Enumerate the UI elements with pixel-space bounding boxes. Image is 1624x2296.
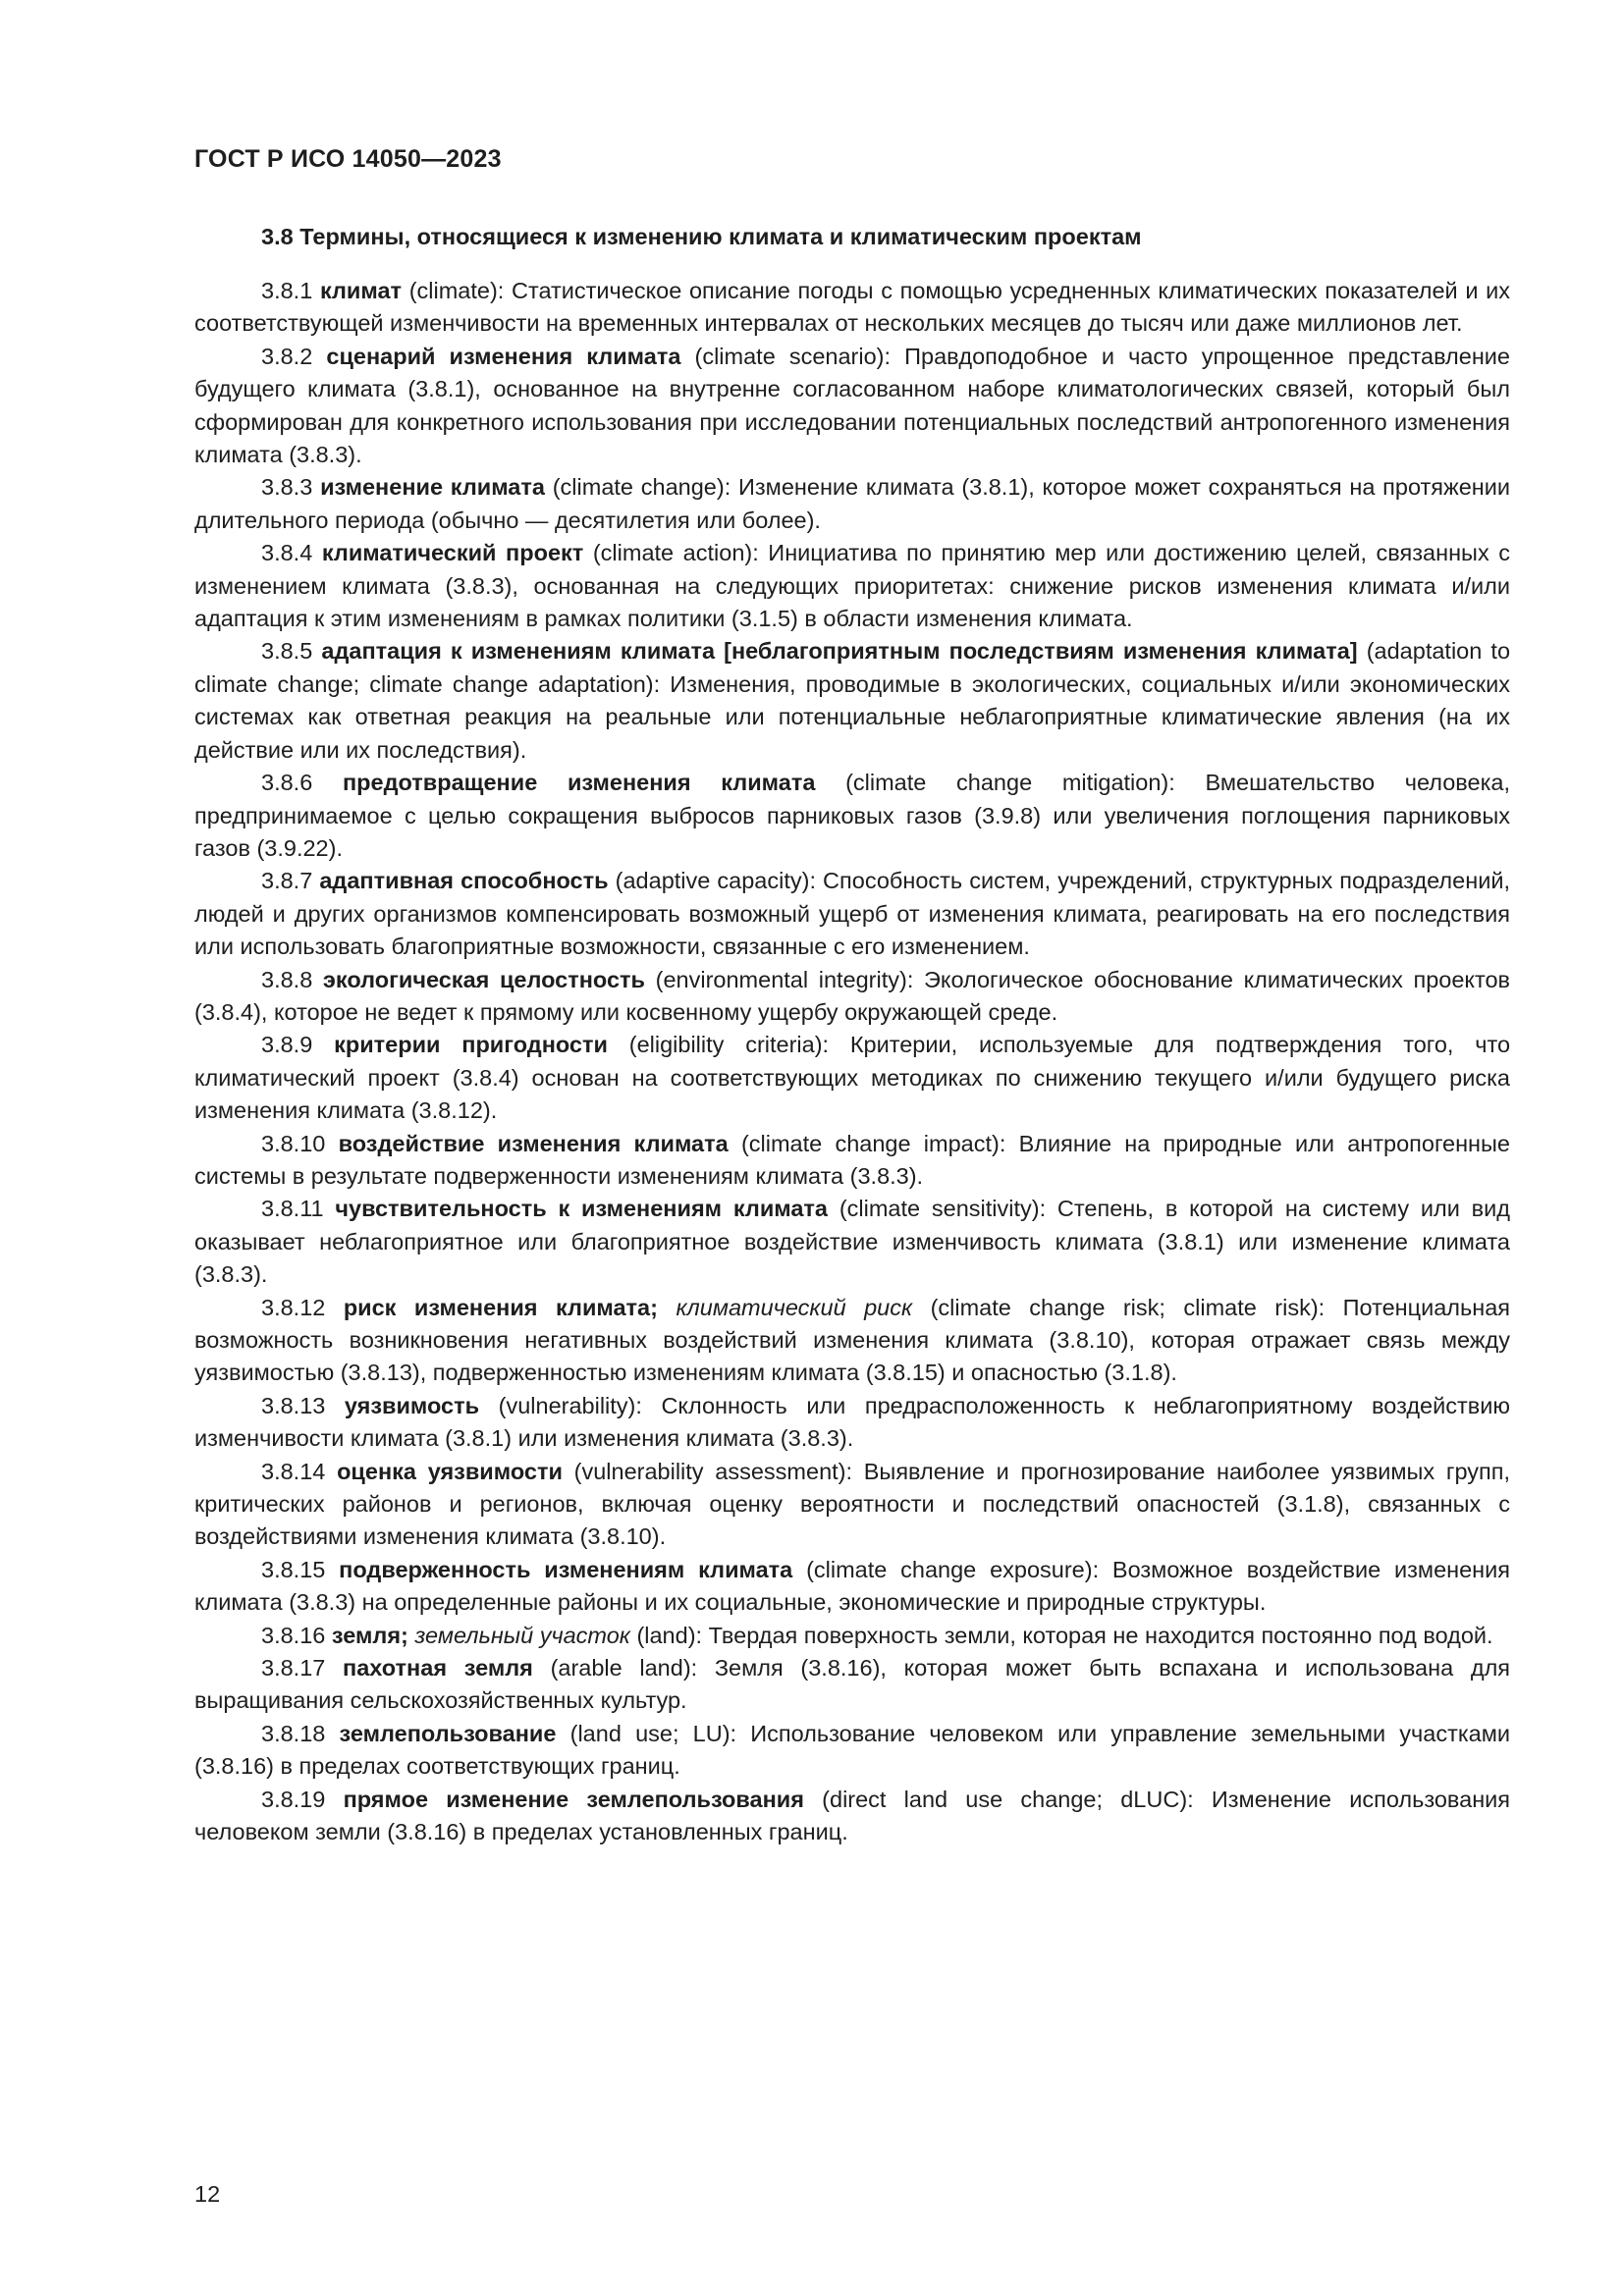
- term-number: 3.8.12: [261, 1294, 326, 1320]
- term-name: уязвимость: [344, 1392, 480, 1418]
- term-english: (climate change exposure): [806, 1556, 1093, 1582]
- term-english: (arable land): [550, 1655, 691, 1682]
- term-entry: [194, 1620, 1510, 1652]
- term-definition: : Инициатива по принятию мер или достижению целей, связанных с изменением климата (3.8.3), основанная на следующих приоритетах: снижение рисков изменения климата и/или адаптация к этим изменениям в рамках политики (3.1.5) в области изменения климата.: [194, 540, 1510, 632]
- term-name: климат: [319, 278, 403, 303]
- term-name: прямое изменение землепользования: [343, 1786, 804, 1812]
- term-definition: : Критерии, используемые для подтверждения того, что климатический проект (3.8.4) основан на соответствующих методиках по снижению текущего и/или будущего риска изменения климата (3.8.12).: [194, 1032, 1511, 1124]
- term-name: риск изменения климата;: [343, 1294, 658, 1320]
- term-number: 3.8.17: [261, 1655, 326, 1682]
- term-definition: : Использование человеком или управление земельными участками (3.8.16) в пределах соответствующих границ.: [194, 1720, 1511, 1780]
- term-number: 3.8.5: [261, 638, 313, 665]
- term-name: адаптивная способность: [319, 868, 609, 894]
- document-code-header: ГОСТ Р ИСО 14050—2023: [194, 145, 502, 173]
- term-english: (land): [636, 1622, 696, 1648]
- term-number: 3.8.6: [261, 770, 313, 796]
- term-definition: : Экологическое обоснование климатических проектов (3.8.4), которое не ведет к прямому или косвенному ущербу окружающей среде.: [194, 966, 1510, 1025]
- term-number: 3.8.2: [261, 343, 313, 369]
- term-entry: [194, 1193, 1510, 1291]
- term-english: (climate change impact): [740, 1130, 1000, 1156]
- term-number: 3.8.13: [261, 1392, 326, 1418]
- term-name: пахотная земля: [343, 1655, 533, 1682]
- term-number: 3.8.4: [261, 540, 313, 566]
- term-english: (direct land use change; dLUC): [822, 1786, 1188, 1812]
- term-entry: [194, 341, 1510, 472]
- term-entry: [194, 471, 1510, 537]
- term-english: (climate sensitivity): [839, 1196, 1040, 1222]
- term-number: 3.8.19: [261, 1786, 326, 1812]
- term-english: (environmental integrity): [655, 966, 907, 992]
- term-definition: : Вмешательство человека, предпринимаемое с целью сокращения выбросов парниковых газов (3.9.8) или увеличения поглощения парниковых газов (3.9.22).: [194, 770, 1510, 861]
- term-alternative: земельный участок: [414, 1622, 630, 1648]
- term-definition: : Склонность или предрасположенность к неблагоприятному воздействию изменчивости климата (3.8.1) или изменения климата (3.8.3).: [194, 1392, 1511, 1452]
- term-entry: [194, 1718, 1510, 1784]
- term-english: (adaptation to climate change; climate change adaptation): [194, 638, 1511, 697]
- term-entry: [194, 865, 1510, 963]
- term-number: 3.8.9: [261, 1032, 313, 1058]
- term-name: оценка уязвимости: [337, 1458, 563, 1484]
- section-title: 3.8 Термины, относящиеся к изменению климата и климатическим проектам: [261, 224, 1142, 249]
- term-entry: [194, 275, 1510, 341]
- term-entry: [194, 1554, 1510, 1620]
- term-name: сценарий изменения климата: [326, 343, 681, 369]
- term-definition: : Возможное воздействие изменения климата (3.8.3) на определенные районы и их социальные, экономические и природные структуры.: [194, 1556, 1511, 1616]
- term-entry: [194, 964, 1510, 1030]
- term-definition: : Способность систем, учреждений, структурных подразделений, людей и других организмов компенсировать возможный ущерб от изменения климата, реагировать на его последствия или использовать благоприятные возможности, связанные с его изменением.: [194, 868, 1510, 960]
- term-name: подверженность изменениям климата: [339, 1556, 793, 1582]
- term-english: (eligibility criteria): [628, 1032, 823, 1058]
- term-entry: [194, 1128, 1510, 1194]
- term-name: земля;: [331, 1622, 408, 1648]
- terms-list: [194, 275, 1510, 1849]
- term-name: чувствительность к изменениям климата: [335, 1196, 829, 1222]
- term-number: 3.8.1: [261, 278, 313, 303]
- term-english: (land use; LU): [569, 1720, 731, 1746]
- term-number: 3.8.18: [261, 1720, 326, 1746]
- term-name: климатический проект: [321, 540, 584, 566]
- term-entry: [194, 537, 1510, 635]
- term-number: 3.8.15: [261, 1556, 326, 1582]
- term-entry: [194, 1029, 1510, 1127]
- term-english: (climate change mitigation): [845, 770, 1169, 796]
- term-definition: : Земля (3.8.16), которая может быть вспахана и использована для выращивания сельскохозяйственных культур.: [194, 1655, 1511, 1714]
- term-alternative: климатический риск: [676, 1294, 913, 1320]
- term-name: критерии пригодности: [334, 1032, 608, 1058]
- term-name: предотвращение изменения климата: [342, 770, 816, 796]
- term-name: воздействие изменения климата: [338, 1130, 729, 1156]
- term-number: 3.8.8: [261, 966, 313, 992]
- term-number: 3.8.11: [261, 1196, 324, 1222]
- term-definition: : Правдоподобное и часто упрощенное представление будущего климата (3.8.1), основанное на внутренне согласованном наборе климатологических связей, который был сформирован для конкретного использования при исследовании потенциальных последствий антропогенного изменения климата (3.8.3).: [194, 343, 1511, 468]
- term-number: 3.8.3: [261, 474, 313, 501]
- term-definition: : Статистическое описание погоды с помощью усредненных климатических показателей и их соответствующей изменчивости на временных интервалах от нескольких месяцев до тысяч или даже миллионов лет.: [194, 278, 1511, 337]
- term-number: 3.8.7: [261, 868, 313, 894]
- term-english: (climate): [408, 278, 498, 303]
- term-number: 3.8.16: [261, 1622, 326, 1648]
- term-entry: [194, 1652, 1510, 1718]
- term-english: (climate action): [592, 540, 753, 566]
- term-entry: [194, 1456, 1510, 1554]
- term-english: (vulnerability assessment): [573, 1458, 846, 1484]
- term-english: (adaptive capacity): [615, 868, 810, 894]
- term-number: 3.8.10: [261, 1130, 326, 1156]
- term-definition: : Изменение климата (3.8.1), которое может сохраняться на протяжении длительного периода (обычно — десятилетия или более).: [194, 474, 1511, 533]
- term-entry: [194, 1390, 1510, 1456]
- term-entry: [194, 635, 1510, 767]
- term-english: (climate change risk; climate risk): [930, 1294, 1319, 1320]
- term-name: адаптация к изменениям климата [неблагоприятным последствиям изменения климата]: [321, 638, 1358, 665]
- term-name: изменение климата: [320, 474, 545, 501]
- term-definition: : Выявление и прогнозирование наиболее уязвимых групп, критических районов и регионов, включая оценку вероятности и последствий опасностей (3.1.8), связанных с воздействиями изменения климата (3.8.10).: [194, 1458, 1510, 1550]
- term-entry: [194, 1784, 1510, 1849]
- term-english: (climate change): [552, 474, 725, 501]
- term-english: (vulnerability): [498, 1392, 636, 1418]
- term-name: экологическая целостность: [322, 966, 646, 992]
- term-definition: : Потенциальная возможность возникновения негативных воздействий изменения климата (3.8.10), которая отражает связь между уязвимостью (3.8.13), подверженностью изменениям климата (3.8.15) и опасностью (3.1.8).: [194, 1294, 1511, 1386]
- term-definition: : Изменение использования человеком земли (3.8.16) в пределах установленных границ.: [194, 1786, 1511, 1845]
- term-definition: : Изменения, проводимые в экологических, социальных и/или экономических системах как ответная реакция на реальные или потенциальные неблагоприятные климатические явления (на их действие или их последствия).: [194, 670, 1510, 763]
- term-english: (climate scenario): [694, 343, 885, 369]
- page-number: 12: [194, 2181, 221, 2207]
- term-definition: : Влияние на природные или антропогенные системы в результате подверженности изменениям климата (3.8.3).: [194, 1130, 1510, 1189]
- term-definition: : Твердая поверхность земли, которая не находится постоянно под водой.: [695, 1622, 1493, 1648]
- term-number: 3.8.14: [261, 1458, 326, 1484]
- term-entry: [194, 1292, 1510, 1390]
- term-name: землепользование: [339, 1720, 557, 1746]
- term-entry: [194, 767, 1510, 865]
- term-definition: : Степень, в которой на систему или вид оказывает неблагоприятное или благоприятное воздействие изменчивость климата (3.8.1) или изменение климата (3.8.3).: [194, 1196, 1510, 1288]
